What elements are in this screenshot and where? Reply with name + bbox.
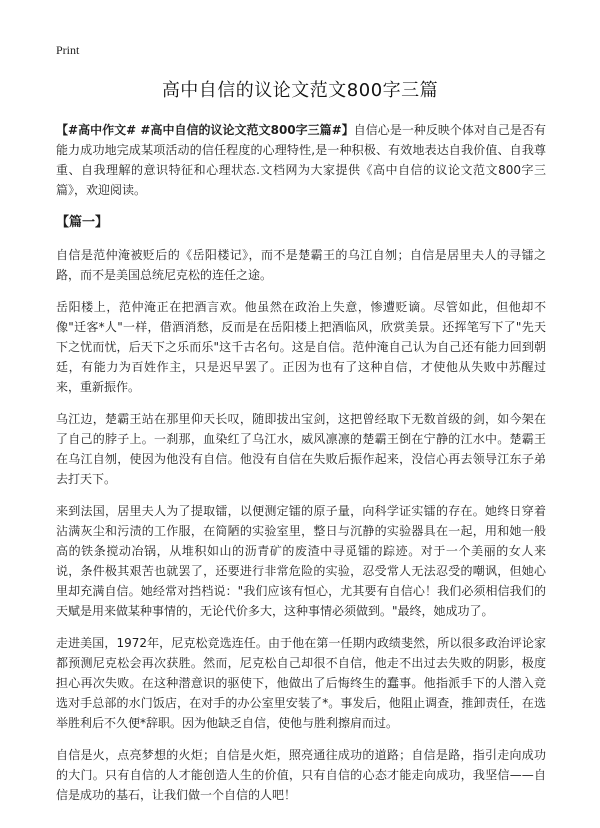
print-link[interactable]: Print — [56, 43, 80, 57]
paragraph-4: 来到法国，居里夫人为了提取镭，以便测定镭的原子量，向科学证实镭的存在。她终日穿着沾满灰尘和污渍的工作服，在简陋的实验室里，整日与沉静的实验器具在一起，用和她一般高的铁条搅动冶锅，从堆积如山的沥青矿的废渣中寻觅镭的踪迹。对于一个美丽的女人来说，条件极其艰苦也就罢了，还要进行非常危险的实验，忍受常人无法忍受的嘲讽，但她心里却充满自信。她经常对挡档说："我们应该有恒心，尤其要有自信心！我们必须相信我们的天赋是用来做某种事情的，无论代价多大，这种事情必须做到。"最终，她成功了。 — [56, 504, 546, 618]
intro-paragraph — [56, 120, 546, 200]
paragraph-1: 自信是范仲淹被贬后的《岳阳楼记》，而不是楚霸王的乌江自刎；自信是居里夫人的寻镭之路，而不是美国总统尼克松的连任之途。 — [56, 248, 546, 282]
paragraph-5: 走进美国，1972年，尼克松竞选连任。由于他在第一任期内政绩斐然，所以很多政治评论家都预测尼克松会再次获胜。然而，尼克松自己却很不自信，他走不出过去失败的阴影，极度担心再次失败。在这种潜意识的驱使下，他做出了后悔终生的蠢事。他指派手下的人潜入竞选对手总部的水门饭店，在对手的办公室里安装了*。事发后，他阻止调查，推卸责任，在选举胜利后不久便*辞职。因为他缺乏自信，使他与胜利擦肩而过。 — [56, 636, 546, 730]
paragraph-3: 乌江边，楚霸王站在那里仰天长叹，随即拔出宝剑，这把曾经取下无数首级的剑，如今架在了自己的脖子上。一刹那，血染红了乌江水，威风凛凛的楚霸王倒在宁静的江水中。楚霸王在乌江自刎，使因为他没有自信。他没有自信在失败后振作起来，没信心再去领导江东子弟去打天下。 — [56, 412, 546, 486]
page-title: 高中自信的议论文范文800字三篇 — [161, 80, 439, 101]
paragraph-2: 岳阳楼上，范仲淹正在把酒言欢。他虽然在政治上失意，惨遭贬谪。尽管如此，但他却不像"迁客*人"一样，借酒消愁，反而是在岳阳楼上把酒临风，欣赏美景。还挥笔写下了"先天下之忧而忧，后天下之乐而乐"这千古名句。这是自信。范仲淹自己认为自己还有能力回到朝廷，有能力为百姓作主，只是迟早罢了。正因为也有了这种自信，才使他从失败中苏醒过来，重新振作。 — [56, 300, 546, 394]
intro-text: 自信心是一种反映个体对自己是否有能力成功地完成某项活动的信任程度的心理特性,是一种积极、有效地表达自我价值、自我尊重、自我理解的意识特征和心理状态.文档网为大家提供《高中自信的议论文范文800字三篇》，欢迎阅读。 — [56, 123, 546, 197]
intro-tag: 【#高中作文# #高中自信的议论文范文800字三篇#】 — [56, 123, 354, 137]
article-body — [56, 120, 546, 817]
section-title: 【篇一】 — [56, 215, 109, 230]
paragraph-6: 自信是火，点亮梦想的火炬；自信是火炬，照亮通往成功的道路；自信是路，指引走向成功的大门。只有自信的人才能创造人生的价值，只有自信的心态才能走向成功，我坚信——自信是成功的基石，让我们做一个自信的人吧！ — [56, 748, 546, 802]
section-heading — [56, 212, 546, 233]
